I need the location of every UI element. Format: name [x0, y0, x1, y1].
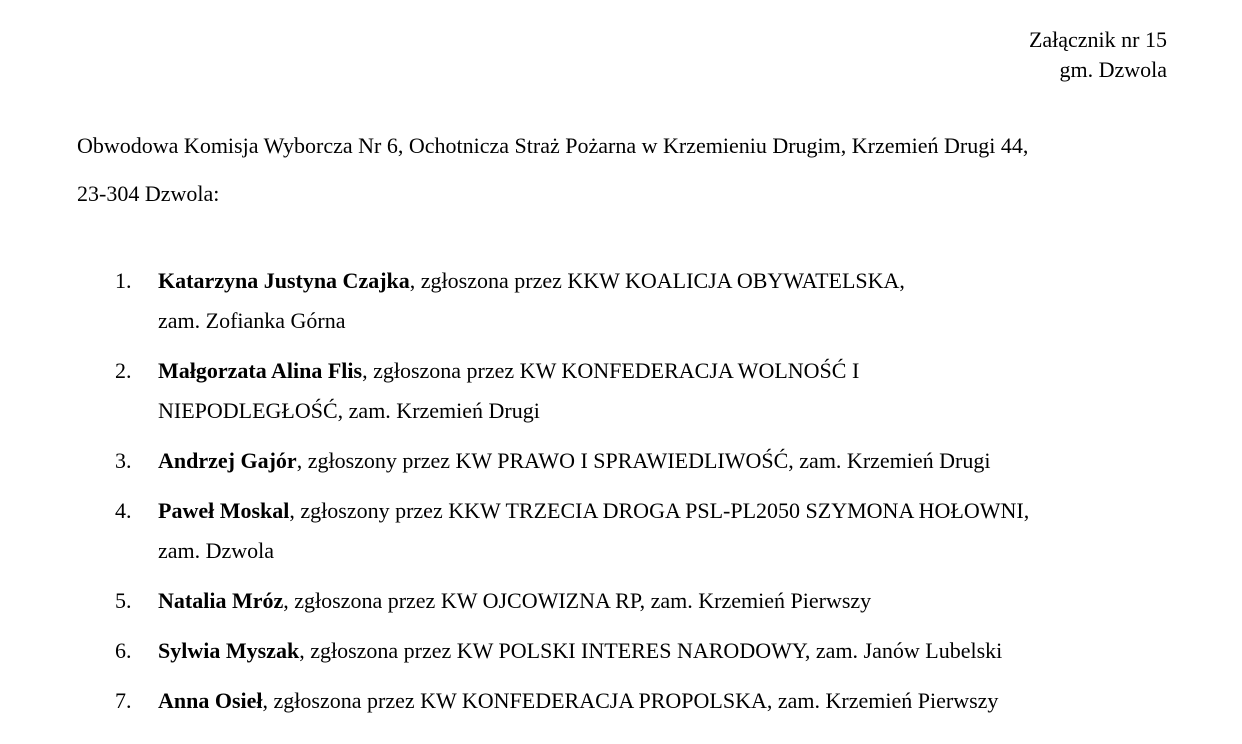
- list-item: [115, 351, 1170, 431]
- member-details: , zgłoszona przez KW KONFEDERACJA PROPOLSKA, zam. Krzemień Pierwszy: [262, 688, 999, 713]
- member-name: Natalia Mróz: [158, 588, 284, 613]
- attachment-header: [0, 0, 1242, 85]
- member-name: Sylwia Myszak: [158, 638, 300, 663]
- commission-description-line2: 23-304 Dzwola:: [77, 181, 220, 206]
- item-number: 6.: [115, 638, 132, 663]
- member-details: , zgłoszona przez KW POLSKI INTERES NARODOWY, zam. Janów Lubelski: [299, 638, 1003, 663]
- member-name: Katarzyna Justyna Czajka: [158, 268, 410, 293]
- item-number: 5.: [115, 588, 132, 613]
- item-number: 1.: [115, 268, 132, 293]
- list-item: [115, 491, 1170, 571]
- member-name: Małgorzata Alina Flis: [158, 358, 363, 383]
- item-number: 3.: [115, 448, 132, 473]
- list-item: [115, 631, 1170, 671]
- member-details: , zgłoszony przez KKW TRZECIA DROGA PSL-PL2050 SZYMONA HOŁOWNI,: [289, 498, 1030, 523]
- member-list: [115, 261, 1242, 721]
- list-item: [115, 681, 1170, 721]
- municipality-label: gm. Dzwola: [1059, 57, 1167, 82]
- member-details: , zgłoszona przez KW KONFEDERACJA WOLNOŚĆ I: [362, 358, 860, 383]
- member-name: Andrzej Gajór: [158, 448, 297, 473]
- member-details: , zgłoszona przez KW OJCOWIZNA RP, zam. Krzemień Pierwszy: [283, 588, 872, 613]
- commission-description-line1: Obwodowa Komisja Wyborcza Nr 6, Ochotnicza Straż Pożarna w Krzemieniu Drugim, Krzemień Drugi 44,: [77, 133, 1029, 158]
- member-details-line2: zam. Dzwola: [158, 538, 275, 563]
- list-item: [115, 581, 1170, 621]
- member-details-line2: zam. Zofianka Górna: [158, 308, 346, 333]
- member-details-line2: NIEPODLEGŁOŚĆ, zam. Krzemień Drugi: [158, 398, 540, 423]
- member-details: , zgłoszony przez KW PRAWO I SPRAWIEDLIWOŚĆ, zam. Krzemień Drugi: [296, 448, 991, 473]
- list-item: [115, 261, 1170, 341]
- member-details: , zgłoszona przez KKW KOALICJA OBYWATELSKA,: [409, 268, 905, 293]
- list-item: [115, 441, 1170, 481]
- member-name: Anna Osieł: [158, 688, 263, 713]
- item-number: 2.: [115, 358, 132, 383]
- member-name: Paweł Moskal: [158, 498, 290, 523]
- item-number: 7.: [115, 688, 132, 713]
- commission-description: [77, 122, 1172, 218]
- item-number: 4.: [115, 498, 132, 523]
- attachment-number: Załącznik nr 15: [1028, 27, 1167, 52]
